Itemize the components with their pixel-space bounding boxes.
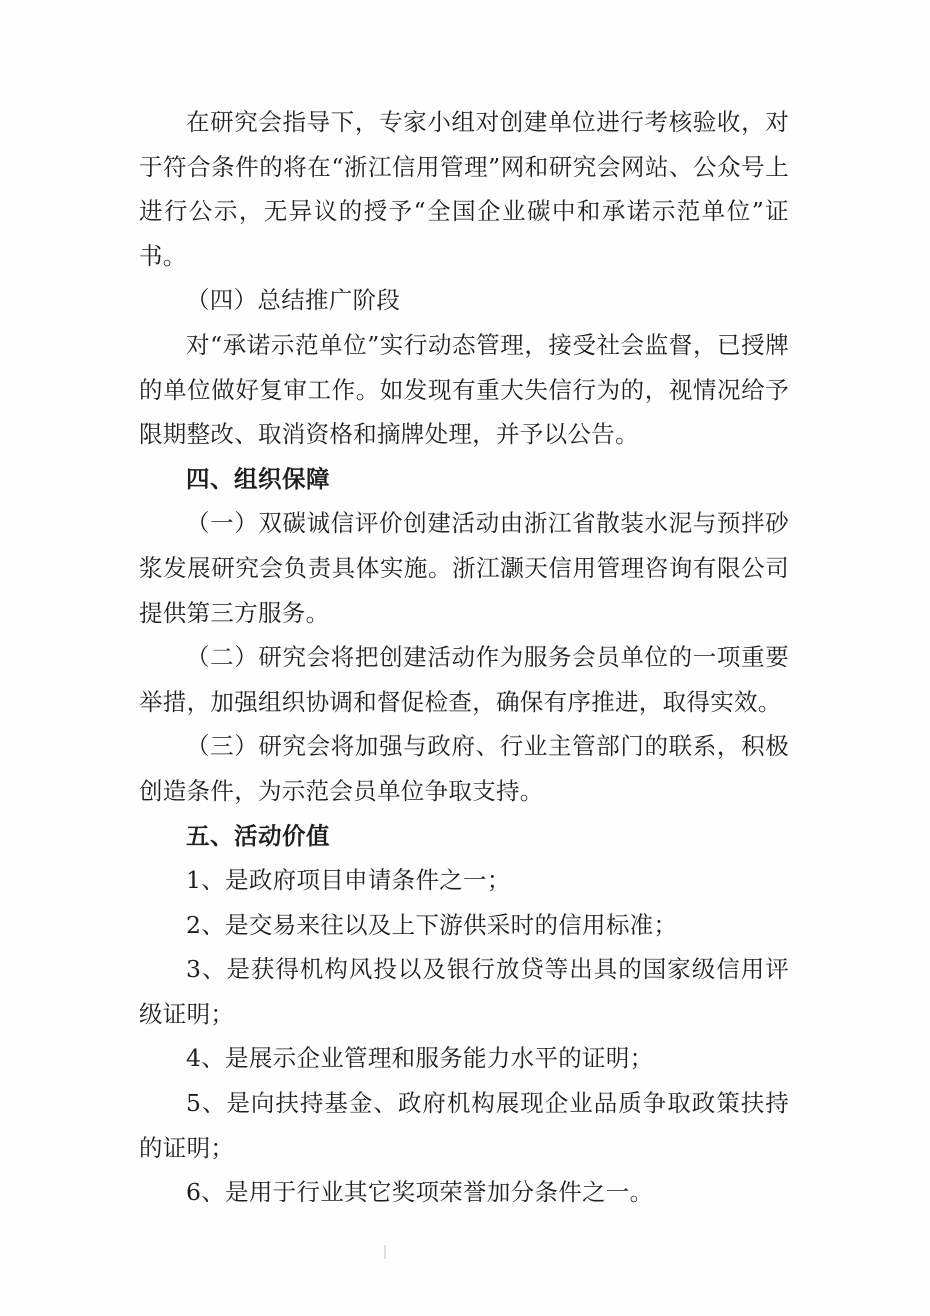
subheading-summary-stage: （四）总结推广阶段 (186, 286, 401, 315)
paragraph-acceptance: 在研究会指导下，专家小组对创建单位进行考核验收，对于符合条件的将在“浙江信用管理”网和研究会网站、公众号上进行公示，无异议的授予“全国企业碳中和承诺示范单位”证书。 (139, 108, 789, 270)
list-item-value-2: 2、是交易来往以及上下游供采时的信用标准； (186, 910, 678, 939)
list-item-value-1: 1、是政府项目申请条件之一； (186, 866, 511, 895)
paragraph-dynamic-management: 对“承诺示范单位”实行动态管理，接受社会监督，已授牌的单位做好复审工作。如发现有重大失信行为的，视情况给予限期整改、取消资格和摘牌处理，并予以公告。 (139, 330, 789, 449)
section-heading-value: 五、活动价值 (186, 821, 330, 850)
list-item-value-3: 3、是获得机构风投以及银行放贷等出具的国家级信用评级证明； (139, 955, 789, 1028)
paragraph-organization-2: （二）研究会将把创建活动作为服务会员单位的一项重要举措，加强组织协调和督促检查，确保有序推进，取得实效。 (139, 643, 789, 716)
list-item-value-6: 6、是用于行业其它奖项荣誉加分条件之一。 (186, 1178, 654, 1207)
paragraph-organization-1: （一）双碳诚信评价创建活动由浙江省散装水泥与预拌砂浆发展研究会负责具体实施。浙江灏天信用管理咨询有限公司提供第三方服务。 (139, 509, 789, 627)
document-body (139, 100, 789, 1215)
section-heading-organization: 四、组织保障 (186, 464, 330, 493)
paragraph-organization-3: （三）研究会将加强与政府、行业主管部门的联系，积极创造条件，为示范会员单位争取支持。 (139, 732, 789, 805)
list-item-value-5: 5、是向扶持基金、政府机构展现企业品质争取政策扶持的证明； (139, 1089, 789, 1162)
scan-artifact (384, 1245, 386, 1259)
list-item-value-4: 4、是展示企业管理和服务能力水平的证明； (186, 1044, 654, 1073)
